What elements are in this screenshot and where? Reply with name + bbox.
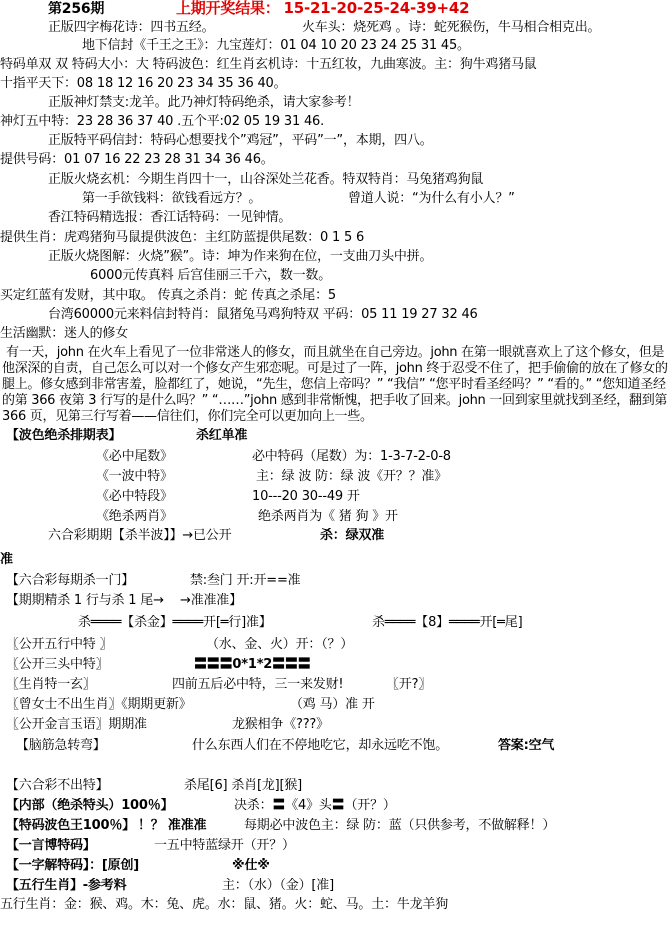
hongkong-pick: 香江特码精选报：香江话特码：一见钟情。 — [48, 210, 292, 225]
one-char-title: 【一字解特码】：[原创] — [6, 858, 139, 873]
precise-kill-title: 【期期精杀 1 行与杀 1 尾→ — [6, 593, 164, 608]
kill-green-even: 杀：绿双准 — [320, 528, 385, 543]
two-zodiac-title: 《绝杀两肖》 — [96, 509, 173, 524]
provided-zodiac: 提供生肖：虎鸡猪狗马鼠提供波色：主红防蓝提供尾数：0 1 5 6 — [0, 230, 365, 245]
internal-kill-values: 决杀：〓《4》头〓（开？） — [234, 798, 396, 813]
five-zodiac-values: 主：（水）（金）[准] — [222, 878, 334, 893]
segment-title: 《必中特段》 — [96, 489, 173, 504]
no-special-title: 【六合彩不出特】 — [6, 778, 109, 793]
kill-one-door-values: 禁:叁门 开:开==准 — [190, 573, 301, 588]
wave-title: 《一波中特》 — [96, 469, 173, 484]
five-elements-values: （水、金、火）开：（？） — [206, 637, 354, 652]
tail-values: 必中特码（尾数）为：1-3-7-2-0-8 — [252, 449, 451, 464]
one-char-values: ※仕※ — [232, 858, 270, 873]
madam-zeng-values: （鸡 马）准 开 — [290, 697, 375, 712]
result-title: 上期开奖结果： — [176, 0, 280, 17]
segment-values: 10---20 30--49 开 — [252, 489, 360, 504]
riddle-title: 【脑筋急转弯】 — [16, 738, 106, 753]
special-envelope: 正版特平码信封：特码心想要找个”鸡冠”，平码”一”，本期，四八。 — [48, 133, 433, 148]
five-zodiac-list: 五行生肖：金：猴、鸡。木：兔、虎。水：鼠、猪。火：蛇、马。土：牛龙羊狗 — [0, 897, 449, 912]
golden-words-values: 龙猴相争《???》 — [232, 717, 329, 732]
zodiac-mystery-title: 〖生肖特一玄〗 — [6, 677, 96, 692]
precise-kill-end: →准准准】 — [180, 593, 242, 608]
zhun-mark: 准 — [0, 552, 13, 567]
zodiac-mystery-open: 〖开?〗 — [386, 677, 432, 692]
one-word-values: 一五中特蓝绿开（开？） — [154, 838, 295, 853]
fire-diagram: 正版火烧图解：火烧”猴”。诗：坤为作来狗在位，一支曲刀头中拼。 — [48, 249, 433, 264]
no-special-values: 杀尾[6] 杀肖[龙][猴] — [184, 778, 303, 793]
fire-mystery: 正版火烧玄机：今期生肖四十一，山谷深处兰花香。特双特肖：马兔猪鸡狗鼠 — [48, 172, 484, 187]
zodiac-mystery-values: 四前五后必中特，三一来发财! — [172, 677, 344, 692]
internal-kill-title: 【内部（绝杀特头）100％】 — [6, 798, 174, 813]
riddle-question: 什么东西人们在不停地吃它，却永远吃不饱。 — [192, 738, 449, 753]
lamp-ban: 正版神灯禁支:龙羊。此乃神灯特码绝杀，请大家参考！ — [48, 95, 360, 110]
kill-red: 杀红单准 — [196, 428, 248, 443]
underground-envelope: 地下信封《千王之王》：九宝莲灯：01 04 10 20 23 24 25 31 45。 — [82, 38, 470, 53]
three-heads-title: 〖公开三头中特〗 — [6, 657, 109, 672]
taiwan-envelope: 台湾60000元来料信封特肖：鼠猪兔马鸡狗特双 平码：05 11 19 27 32 46 — [48, 307, 478, 322]
wave-king-values: 每期必中波色主：绿 防：蓝（只供参考，不做解释！） — [244, 818, 556, 833]
ten-fingers: 十指平天下：08 18 12 16 20 23 34 35 36 40。 — [0, 76, 287, 91]
taoist-saying: 曾道人说：“为什么有小人？” — [348, 191, 515, 206]
fax-material: 6000元传真料 后宫佳丽三千六，数一数。 — [90, 268, 332, 283]
last-result — [176, 0, 670, 18]
odd-even-line: 特码单双 双 特码大小：大 特码波色：红生肖玄机诗：十五红妆，九曲寒波。主：狗牛鸡猪马鼠 — [0, 57, 537, 72]
riddle-answer: 答案:空气 — [498, 738, 555, 753]
wave-king-mark: ！？ 准准准 — [138, 818, 207, 833]
five-elements-title: 〖公开五行中特 〗 — [6, 637, 113, 652]
wave-king-title: 【特码波色王100％】 — [6, 818, 135, 833]
train-head: 火车头：烧死鸡 。诗：蛇死猴伤，牛马相合相克出。 — [302, 20, 601, 35]
kill-metal-row: 杀════【杀金】════开[═行]准】 — [78, 615, 272, 630]
plum-poem: 正版四字梅花诗：四书五经。 — [48, 20, 215, 35]
wave-table-title: 【波色绝杀排期表】 — [6, 428, 122, 443]
humor-story: 有一天，john 在火车上看见了一位非常迷人的修女，而且就坐在自己旁边。john 在第一眼就喜欢上了这个修女，但是他深深的自责，自己怎么可以对一个修女产生邪恋呢。可是过了一阵，john 终于忍受不住了，把手偷偷的放在了修女的腿上。修女感到非常害羞，脸都红了，她说，“先生，您信上帝吗？” “我信” “您平时看圣经吗？” “看的。” “您知道圣经的第 366 夜第 3 行写的是什么吗？” “……”john 感到非常惭愧，把手收了回来。john 一回到家里就找到圣经，翻到第 366 页，见第三行写着——信往们，你们完全可以更加向上一些。 — [2, 345, 668, 424]
provided-numbers: 提供号码：01 07 16 22 23 28 31 34 36 46。 — [0, 152, 274, 167]
lamp-five: 神灯五中特：23 28 36 37 40 .五个平:02 05 19 31 46. — [0, 114, 325, 129]
humor-title: 生活幽默：迷人的修女 — [0, 326, 129, 341]
issue-number: 第256期 — [48, 1, 105, 17]
two-zodiac-values: 绝杀两肖为《 猪 狗 》开 — [258, 509, 398, 524]
kill-eight-row: 杀════【8】════开[═尾] — [372, 615, 523, 630]
three-heads-values: 〓〓〓0*1*2〓〓〓 — [194, 657, 311, 672]
golden-words-title: 〖公开金言玉语〗期期准 — [6, 717, 147, 732]
wave-values: 主：绿 波 防：绿 波《开？？准》 — [256, 469, 447, 484]
kill-one-door-title: 【六合彩每期杀一门】 — [6, 573, 135, 588]
buy-red-blue: 买定红蓝有发财，其中取。 传真之杀肖：蛇 传真之杀尾：5 — [0, 288, 336, 303]
tail-title: 《必中尾数》 — [96, 449, 173, 464]
half-wave: 六合彩期期【杀半波】】→已公开 — [48, 528, 232, 543]
one-word-title: 【一言博特码】 — [6, 838, 96, 853]
result-numbers: 15-21-20-25-24-39+42 — [283, 0, 470, 17]
first-hand: 第一手欲钱料：欲钱看远方？。 — [82, 191, 262, 206]
madam-zeng-title: 〖曾女士不出生肖〗《期期更新》 — [6, 697, 192, 712]
five-zodiac-title: 【五行生肖】-参考料 — [6, 878, 127, 893]
